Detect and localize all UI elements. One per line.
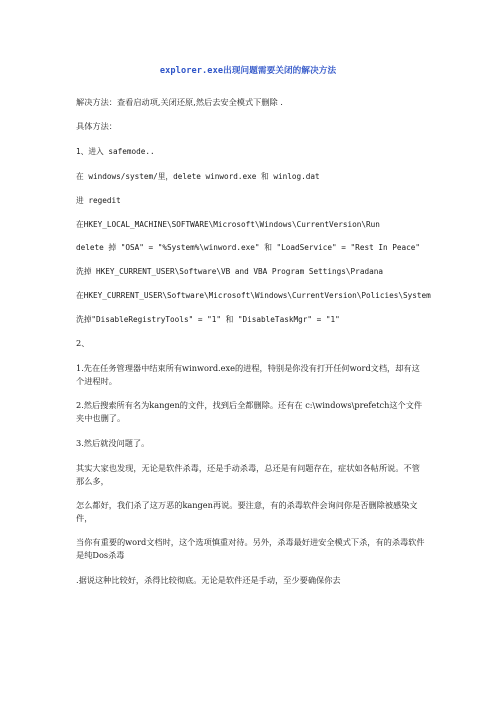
paragraph-solution: 解决方法：查看启动项,关闭还原,然后去安全模式下删除 . — [76, 97, 283, 107]
paragraph-step-1: 1、进入 safemode.. — [76, 147, 155, 156]
paragraph-delete-values: delete 掉 "OSA" = "%System%\winword.exe" 和 "LoadService" = "Rest In Peace" — [76, 243, 420, 252]
paragraph-run-key: 在HKEY_LOCAL_MACHINE\SOFTWARE\Microsoft\Windows\CurrentVersion\Run — [76, 220, 380, 229]
document-title: explorer.exe出现问题需要关闭的解决方法 — [159, 66, 337, 76]
paragraph-method-heading: 具体方法： — [76, 121, 117, 131]
paragraph-regedit: 进 regedit — [76, 196, 121, 205]
paragraph-policies-key: 在HKEY_CURRENT_USER\Software\Microsoft\Windows\CurrentVersion\Policies\System — [76, 291, 431, 300]
paragraph-end-process: 1.先在任务管理器中结束所有winword.exe的进程，特别是你没有打开任何word文档，却有这个进程时。 — [76, 363, 420, 386]
paragraph-observation: 其实大家也发现，无论是软件杀毒，还是手动杀毒，总还是有问题存在，症状如各帖所说。不管那么多， — [76, 463, 420, 486]
paragraph-kill-kangen: 怎么都好，我们杀了这万恶的kangen再说。要注意，有的杀毒软件会询问你是否删除被感染文件， — [76, 500, 418, 523]
paragraph-no-problem: 3.然后就没问题了。 — [76, 438, 150, 448]
paragraph-delete-files: 在 windows/system/里，delete winword.exe 和 winlog.dat — [76, 172, 320, 181]
paragraph-dos-antivirus: .据说这种比较好，杀得比较彻底。无论是软件还是手动，至少要确保你去 — [76, 575, 341, 585]
paragraph-vb-key: 洗掉 HKEY_CURRENT_USER\Software\VB and VBA Program Settings\Pradana — [76, 267, 383, 276]
paragraph-word-warning: 当你有重要的word文档时，这个选项慎重对待。另外，杀毒最好进安全模式下杀，有的杀毒软件是纯Dos杀毒 — [76, 537, 425, 560]
paragraph-search-kangen: 2.然后搜索所有名为kangen的文件，找到后全都删除。还有在 c:\windows\prefetch这个文件夹中也删了。 — [76, 400, 423, 423]
paragraph-disable-tools: 洗掉"DisableRegistryTools" = "1" 和 "DisableTaskMgr" = "1" — [76, 315, 340, 324]
paragraph-step-2: 2、 — [76, 338, 90, 348]
